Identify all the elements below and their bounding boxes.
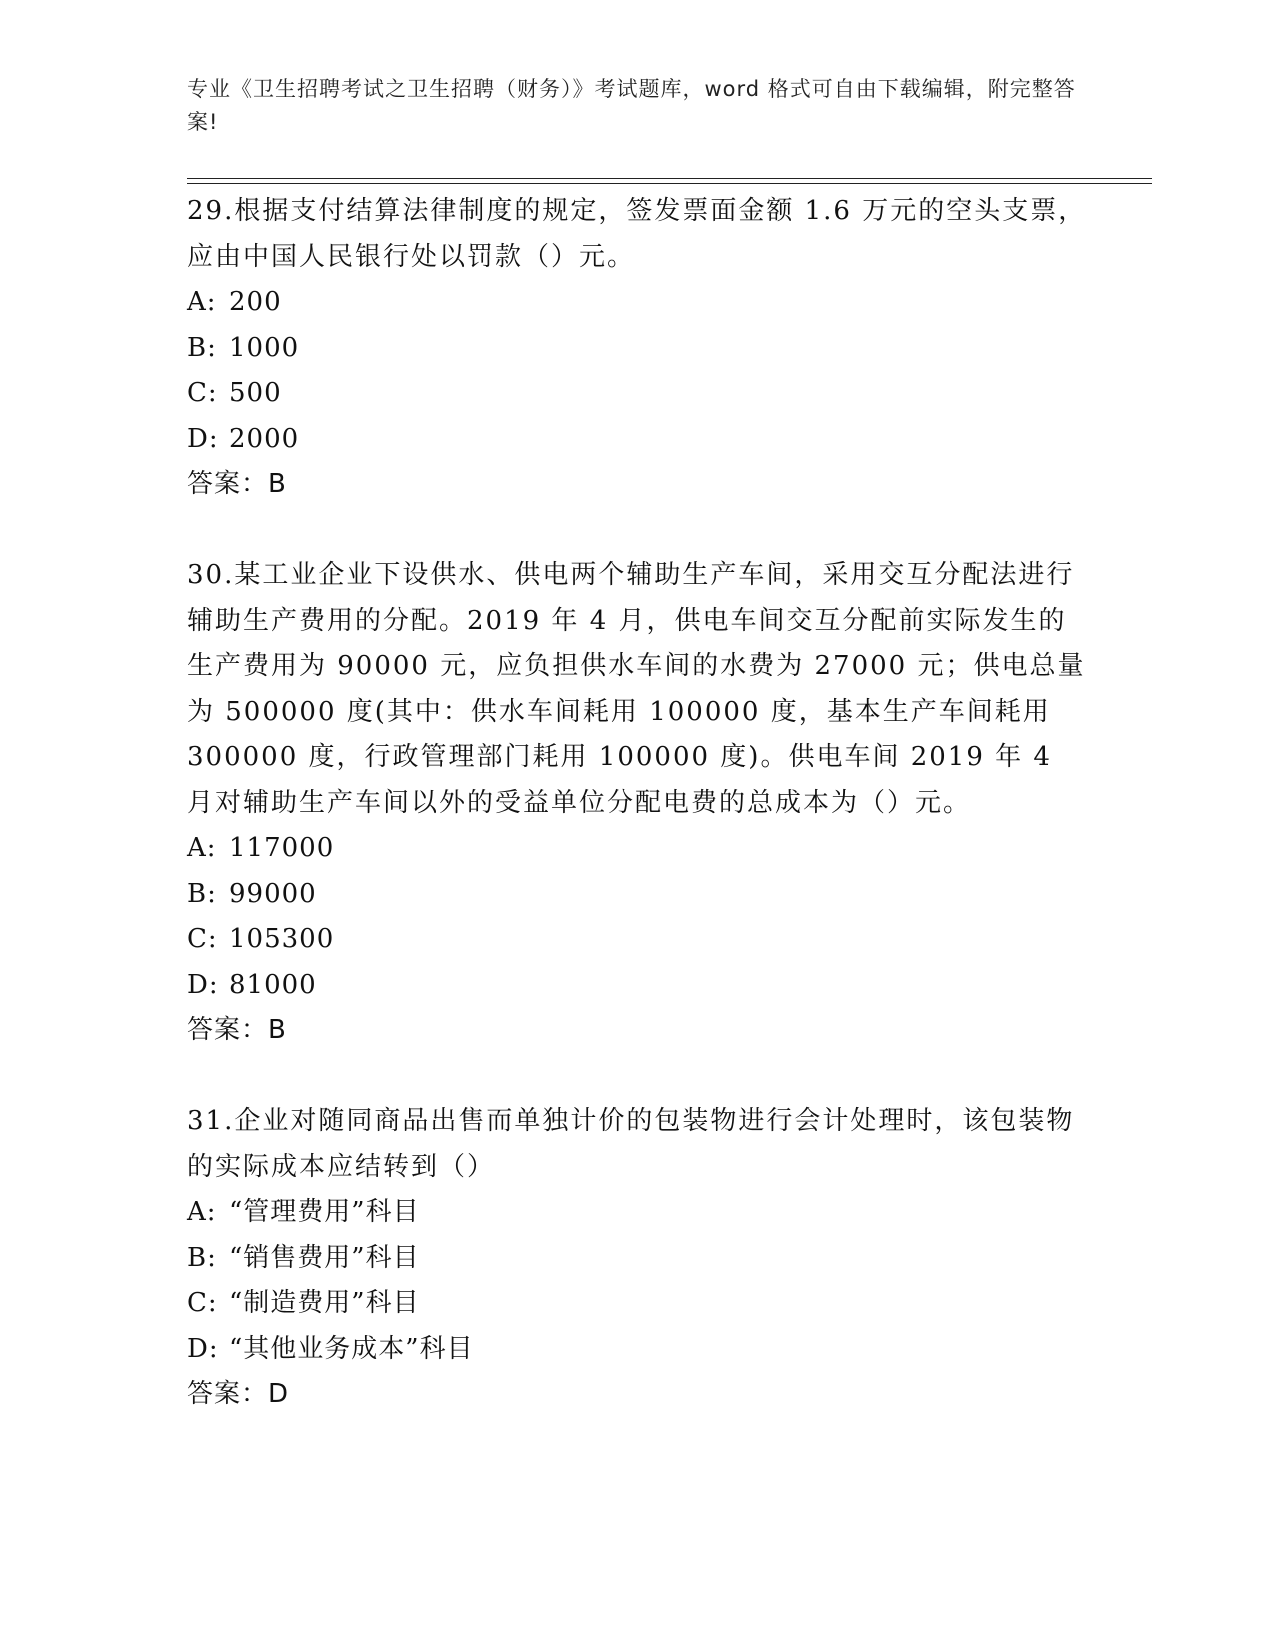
option-b (187, 872, 1087, 918)
option-text: “制造费用”科目 (229, 1288, 420, 1318)
option-label: C: (187, 378, 218, 408)
option-d (187, 1327, 1087, 1373)
option-text: 500 (229, 378, 282, 408)
option-text: 200 (229, 287, 282, 317)
question-stem: 31.企业对随同商品出售而单独计价的包装物进行会计处理时，该包装物的实际成本应结转到（） (187, 1106, 1075, 1182)
option-c (187, 917, 1087, 963)
header-divider-line-double (187, 183, 1152, 184)
option-label: A: (187, 1197, 217, 1227)
option-label: B: (187, 1242, 217, 1273)
option-text: 1000 (229, 332, 300, 363)
option-text: “销售费用”科目 (229, 1242, 420, 1273)
question-stem: 30.某工业企业下设供水、供电两个辅助生产车间，采用交互分配法进行辅助生产费用的分配。2019 年 4 月，供电车间交互分配前实际发生的生产费用为 90000 元，应负担供水车间的水费为 27000 元；供电总量为 500000 度(其中：供水车间耗用 100000 度，基本生产车间耗用 300000 度，行政管理部门耗用 100000 度)。供电车间 2019 年 4 月对辅助生产车间以外的受益单位分配电费的总成本为（）元。 (187, 560, 1086, 818)
option-label: A: (187, 287, 217, 317)
document-header: 专业《卫生招聘考试之卫生招聘（财务）》考试题库，word 格式可自由下载编辑，附完整答案! (187, 77, 1076, 134)
option-b (187, 1236, 1087, 1282)
question-30 (187, 553, 1087, 1053)
option-label: D: (187, 423, 219, 454)
option-text: 117000 (229, 833, 335, 863)
option-c (187, 371, 1087, 417)
answer-line: 答案：B (187, 469, 287, 499)
question-stem: 29.根据支付结算法律制度的规定，签发票面金额 1.6 万元的空头支票，应由中国人民银行处以罚款（）元。 (187, 196, 1087, 272)
option-text: 105300 (229, 924, 335, 954)
question-31 (187, 1099, 1087, 1417)
header-divider-line (187, 178, 1152, 179)
option-d (187, 417, 1087, 463)
option-d (187, 963, 1087, 1009)
option-b (187, 326, 1087, 372)
answer-line: 答案：D (187, 1379, 290, 1409)
question-29 (187, 189, 1087, 507)
option-label: D: (187, 1333, 219, 1364)
answer-line: 答案：B (187, 1015, 287, 1045)
option-label: B: (187, 332, 217, 363)
option-text: 2000 (229, 423, 300, 454)
option-text: “其他业务成本”科目 (229, 1333, 474, 1364)
option-text: “管理费用”科目 (229, 1197, 420, 1227)
option-a (187, 826, 1087, 872)
option-text: 99000 (229, 878, 317, 909)
option-a (187, 280, 1087, 326)
option-text: 81000 (229, 969, 317, 1000)
option-c (187, 1281, 1087, 1327)
option-label: D: (187, 969, 219, 1000)
option-label: C: (187, 1288, 218, 1318)
option-label: A: (187, 833, 217, 863)
option-label: C: (187, 924, 218, 954)
option-label: B: (187, 878, 217, 909)
option-a (187, 1190, 1087, 1236)
